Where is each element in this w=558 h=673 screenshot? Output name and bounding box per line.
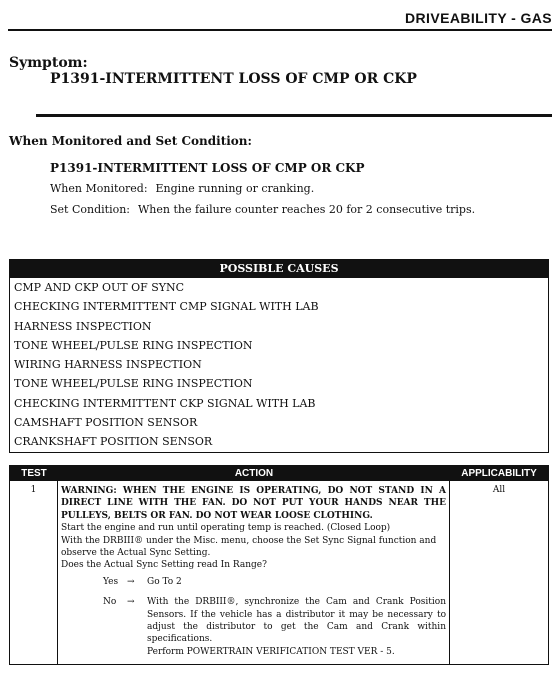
set-condition-label: Set Condition: xyxy=(50,203,130,216)
when-monitored-code: P1391-INTERMITTENT LOSS OF CMP OR CKP xyxy=(50,161,365,175)
arrow-right-icon: → xyxy=(127,597,135,608)
action-question: Does the Actual Sync Setting read In Range? xyxy=(61,560,267,571)
cause-item: TONE WHEEL/PULSE RING INSPECTION xyxy=(14,338,253,352)
no-label: No xyxy=(103,597,117,608)
cause-item: TONE WHEEL/PULSE RING INSPECTION xyxy=(14,377,253,391)
no-text xyxy=(147,596,446,658)
action-column-header: ACTION xyxy=(234,468,274,479)
action-cell xyxy=(58,481,450,664)
cause-item: CHECKING INTERMITTENT CKP SIGNAL WITH LAB xyxy=(14,396,316,410)
cause-item: CRANKSHAFT POSITION SENSOR xyxy=(14,435,213,449)
set-condition-value: When the failure counter reaches 20 for 2 consecutive trips. xyxy=(138,203,476,216)
when-monitored-heading: When Monitored and Set Condition: xyxy=(9,134,252,148)
when-monitored-line xyxy=(50,182,314,195)
cause-item: CMP AND CKP OUT OF SYNC xyxy=(14,281,185,294)
cause-item: HARNESS INSPECTION xyxy=(14,319,152,333)
yes-outcome xyxy=(61,576,446,588)
warning-text: WARNING: WHEN THE ENGINE IS OPERATING, DO NOT STAND IN A DIRECT LINE WITH THE FAN. DO NOT PUT YOUR HANDS NEAR THE PULLEYS, BELTS OR FAN. DO NOT WEAR LOOSE CLOTHING. xyxy=(61,486,446,521)
cause-item: WIRING HARNESS INSPECTION xyxy=(14,358,202,372)
test-table-header xyxy=(10,466,548,481)
no-text-verify: Perform POWERTRAIN VERIFICATION TEST VER - 5. xyxy=(147,646,395,657)
action-step: With the DRBIII® under the Misc. menu, choose the Set Sync Signal function and observe the Actual Sync Setting. xyxy=(61,535,437,559)
yes-text: Go To 2 xyxy=(147,576,182,587)
no-outcome xyxy=(61,596,446,658)
symptom-rule xyxy=(36,114,552,117)
test-column-header: TEST xyxy=(21,468,47,479)
symptom-code: P1391-INTERMITTENT LOSS OF CMP OR CKP xyxy=(50,71,417,87)
applicability-column-header: APPLICABILITY xyxy=(461,468,537,479)
test-number: 1 xyxy=(10,481,58,664)
symptom-label: Symptom: xyxy=(9,55,88,71)
possible-causes-table xyxy=(9,259,549,453)
page-header-title: DRIVEABILITY - GAS xyxy=(405,10,552,26)
when-monitored-label: When Monitored: xyxy=(50,182,148,195)
header-rule xyxy=(8,29,552,31)
applicability-value: All xyxy=(492,485,506,495)
yes-label: Yes xyxy=(103,576,119,587)
cause-item: CHECKING INTERMITTENT CMP SIGNAL WITH LAB xyxy=(14,300,319,314)
possible-causes-heading: POSSIBLE CAUSES xyxy=(10,260,548,278)
table-row xyxy=(10,481,548,664)
test-action-table xyxy=(9,465,549,665)
when-monitored-value: Engine running or cranking. xyxy=(155,182,315,195)
cause-item: CAMSHAFT POSITION SENSOR xyxy=(14,416,198,430)
no-text-body: With the DRBIII®, synchronize the Cam and Crank Position Sensors. If the vehicle has a distributor it may be necessary to adjust the distributor to get the Cam and Crank within specifications. xyxy=(147,597,446,645)
arrow-right-icon: → xyxy=(127,576,135,587)
action-step: Start the engine and run until operating temp is reached. (Closed Loop) xyxy=(61,523,391,534)
set-condition-line xyxy=(50,203,475,216)
